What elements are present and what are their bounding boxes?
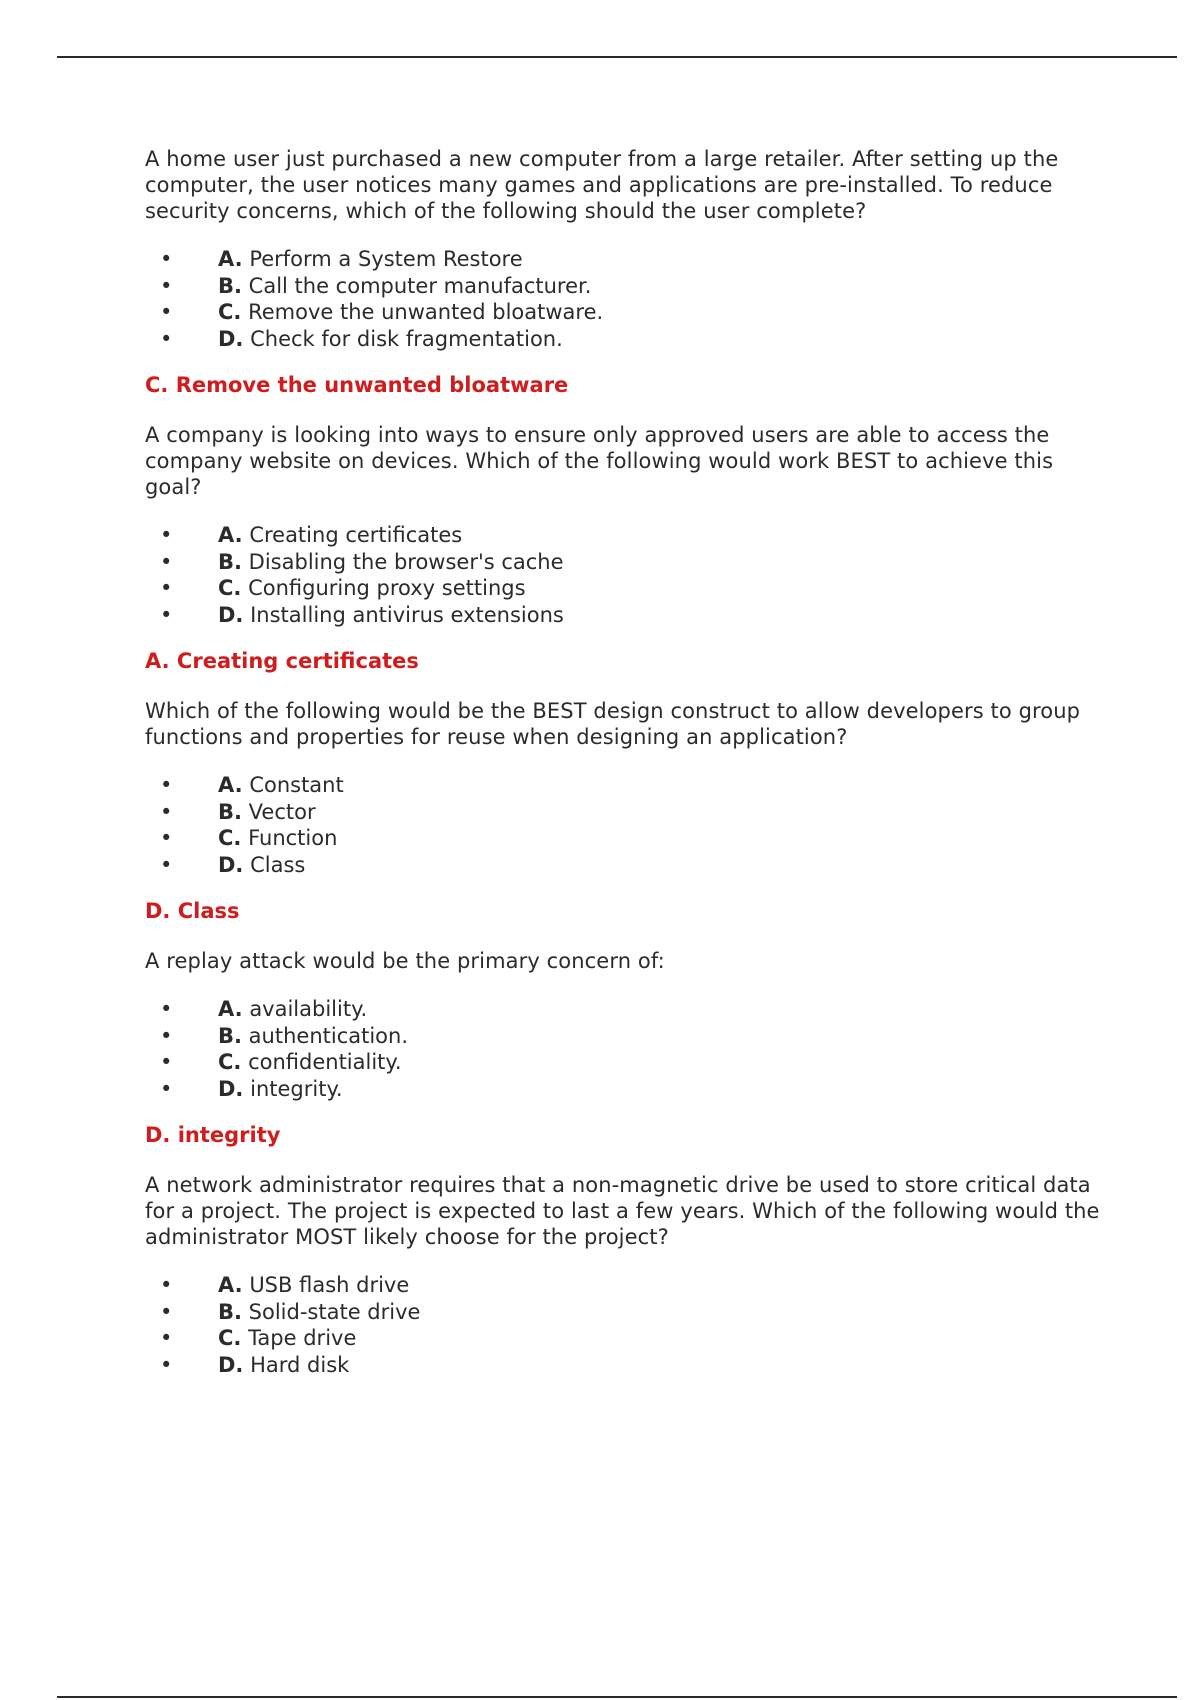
option-list [145, 996, 1105, 1102]
option-letter: C. [218, 1050, 242, 1074]
question-block [145, 1172, 1105, 1378]
question-text: A replay attack would be the primary concern of: [145, 949, 665, 973]
option-text: Remove the unwanted bloatware. [248, 300, 604, 324]
question-block [145, 146, 1105, 398]
option-text: USB flash drive [249, 1273, 410, 1297]
option-text: confidentiality. [248, 1050, 402, 1074]
option-text: Configuring proxy settings [248, 576, 526, 600]
answer-text: D. integrity [145, 1123, 281, 1147]
option-letter: B. [218, 549, 242, 574]
option-letter: A. [218, 247, 243, 271]
bullet-icon: • [160, 326, 173, 351]
option-letter: A. [218, 523, 243, 547]
bullet-icon: • [160, 1023, 173, 1048]
option-letter: C. [218, 1326, 242, 1350]
option-item [145, 1049, 1105, 1076]
option-item [145, 799, 1105, 826]
option-letter: B. [218, 1023, 242, 1048]
option-text: Disabling the browser's cache [248, 549, 564, 574]
option-list [145, 522, 1105, 628]
option-letter: B. [218, 799, 242, 824]
option-letter: D. [218, 602, 244, 627]
option-text: Tape drive [248, 1326, 357, 1350]
option-text: Vector [248, 799, 316, 824]
option-letter: A. [218, 997, 243, 1021]
header-rule [57, 56, 1177, 58]
option-item [145, 1272, 1105, 1299]
question-text: Which of the following would be the BEST design construct to allow developers to group functions and properties for reuse when designing an application? [145, 699, 1081, 749]
bullet-icon: • [160, 1076, 173, 1101]
bullet-icon: • [160, 300, 173, 324]
option-text: Creating certificates [249, 523, 463, 547]
answer-text: A. Creating certificates [145, 649, 419, 673]
option-letter: C. [218, 300, 242, 324]
bullet-icon: • [160, 773, 173, 797]
option-item [145, 1299, 1105, 1326]
option-list [145, 246, 1105, 352]
footer-rule [57, 1696, 1177, 1698]
option-item [145, 549, 1105, 576]
option-list [145, 1272, 1105, 1378]
bullet-icon: • [160, 1326, 173, 1350]
answer-text: D. Class [145, 899, 240, 923]
bullet-icon: • [160, 273, 173, 298]
question-block [145, 698, 1105, 924]
option-text: Function [248, 826, 338, 850]
option-text: Constant [249, 773, 344, 797]
option-item [145, 1023, 1105, 1050]
option-letter: D. [218, 1076, 244, 1101]
question-text: A company is looking into ways to ensure only approved users are able to access the company website on devices. Which of the following would work BEST to achieve this goal? [145, 423, 1054, 499]
option-text: Call the computer manufacturer. [248, 273, 592, 298]
option-item [145, 825, 1105, 852]
bullet-icon: • [160, 523, 173, 547]
question-block [145, 948, 1105, 1148]
option-text: Class [250, 852, 306, 877]
option-letter: D. [218, 326, 244, 351]
option-item [145, 246, 1105, 273]
option-item [145, 1325, 1105, 1352]
option-item [145, 1352, 1105, 1379]
question-block [145, 422, 1105, 674]
option-text: Check for disk fragmentation. [250, 326, 563, 351]
option-text: availability. [249, 997, 368, 1021]
option-letter: B. [218, 273, 242, 298]
question-list [145, 146, 1105, 1398]
question-text: A network administrator requires that a non-magnetic drive be used to store critical data for a project. The project is expected to last a few years. Which of the following would the administrator MOST likely choose for the project? [145, 1173, 1100, 1249]
option-item [145, 326, 1105, 353]
option-item [145, 1076, 1105, 1103]
bullet-icon: • [160, 799, 173, 824]
option-item [145, 273, 1105, 300]
option-text: Hard disk [250, 1352, 350, 1377]
option-item [145, 602, 1105, 629]
question-text: A home user just purchased a new computer from a large retailer. After setting up the computer, the user notices many games and applications are pre-installed. To reduce security concerns, which of the following should the user complete? [145, 147, 1059, 223]
option-list [145, 772, 1105, 878]
option-letter: B. [218, 1299, 242, 1324]
option-text: Solid-state drive [248, 1299, 421, 1324]
option-letter: D. [218, 1352, 244, 1377]
bullet-icon: • [160, 1299, 173, 1324]
option-item [145, 772, 1105, 799]
answer-text: C. Remove the unwanted bloatware [145, 373, 569, 397]
option-letter: D. [218, 852, 244, 877]
option-letter: A. [218, 773, 243, 797]
option-item [145, 996, 1105, 1023]
bullet-icon: • [160, 549, 173, 574]
bullet-icon: • [160, 247, 173, 271]
option-letter: C. [218, 826, 242, 850]
bullet-icon: • [160, 1273, 173, 1297]
option-letter: C. [218, 576, 242, 600]
option-item [145, 575, 1105, 602]
option-text: Perform a System Restore [249, 247, 523, 271]
bullet-icon: • [160, 997, 173, 1021]
option-text: integrity. [250, 1076, 343, 1101]
option-item [145, 299, 1105, 326]
option-text: authentication. [248, 1023, 409, 1048]
bullet-icon: • [160, 852, 173, 877]
option-text: Installing antivirus extensions [250, 602, 564, 627]
option-item [145, 522, 1105, 549]
option-letter: A. [218, 1273, 243, 1297]
option-item [145, 852, 1105, 879]
bullet-icon: • [160, 1352, 173, 1377]
bullet-icon: • [160, 602, 173, 627]
bullet-icon: • [160, 1050, 173, 1074]
bullet-icon: • [160, 826, 173, 850]
bullet-icon: • [160, 576, 173, 600]
